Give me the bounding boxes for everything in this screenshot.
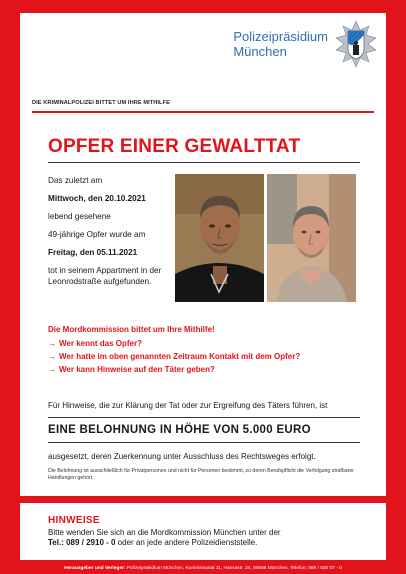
org-name-line2: München [233,44,287,59]
fine-print: Die Belohnung ist ausschließlich für Privatpersonen und nicht für Personen bestimmt, zu deren Berufspflicht die Verfolgung strafbarer Handlungen gehört. [48,468,354,481]
org-name-line1: Polizeipräsidium [233,29,328,44]
question-item [48,364,300,377]
header-divider [32,111,374,113]
kicker-text: DIE KRIMINALPOLIZEI BITTET UM IHRE MITHILFE [32,100,170,106]
victim-line-1: Das zuletzt am [48,176,103,185]
reward-conditions: ausgesetzt, deren Zuerkennung unter Ausschluss des Rechtsweges erfolgt. [48,452,316,461]
victim-date-seen: Mittwoch, den 20.10.2021 [48,194,146,203]
contact-line-2-rest: oder an jede andere Polizeidienststelle. [115,538,258,547]
question-text: Wer kennt das Opfer? [59,339,142,348]
appeal-heading: Die Mordkommission bittet um Ihre Mithilfe! [48,325,215,334]
title-divider [48,162,360,163]
header-logo [233,21,376,67]
arrow-right-icon: → [48,364,56,374]
page-title: OPFER EINER GEWALTTAT [48,136,301,157]
question-text: Wer hatte im oben genannten Zeitraum Kontakt mit dem Opfer? [59,351,301,361]
question-list [48,338,300,376]
victim-photo-2 [267,174,356,302]
org-name [233,29,328,59]
contact-text [48,528,281,548]
publisher-text: Polizeipräsidium München, Kommissariat 11, Hansastr. 24, 80686 München, Telefon: 089 / 630 07 - 0 [125,566,342,571]
victim-line-3: lebend gesehene [48,212,111,221]
reward-divider-top [48,417,360,418]
poster-sheet [20,13,386,496]
contact-phone: Tel.: 089 / 2910 - 0 [48,538,116,547]
reward-divider-bottom [48,442,360,443]
victim-line-6: tot in seinem Appartment in der Leonrodstraße aufgefunden. [48,266,162,286]
question-text: Wer kann Hinweise auf den Täter geben? [59,364,215,374]
contact-title: HINWEISE [48,515,100,526]
police-star-crest-icon [336,21,376,67]
contact-line-1: Bitte wenden Sie sich an die Mordkommission München unter der [48,528,281,537]
victim-date-found: Freitag, den 05.11.2021 [48,248,138,257]
arrow-right-icon: → [48,339,56,348]
question-item [48,351,300,364]
contact-box [20,503,386,560]
contact-line-2 [48,538,281,548]
arrow-right-icon: → [48,351,56,361]
victim-line-4: 49-jährige Opfer wurde am [48,230,146,239]
question-item [48,338,300,351]
publisher-imprint [0,566,406,571]
reward-amount: EINE BELOHNUNG IN HÖHE VON 5.000 EURO [48,424,311,436]
victim-description [48,176,184,295]
publisher-label: Herausgeber und Verleger: [64,566,126,571]
victim-photo-1 [175,174,264,302]
hint-intro-text: Für Hinweise, die zur Klärung der Tat oder zur Ergreifung des Täters führen, ist [48,401,328,410]
